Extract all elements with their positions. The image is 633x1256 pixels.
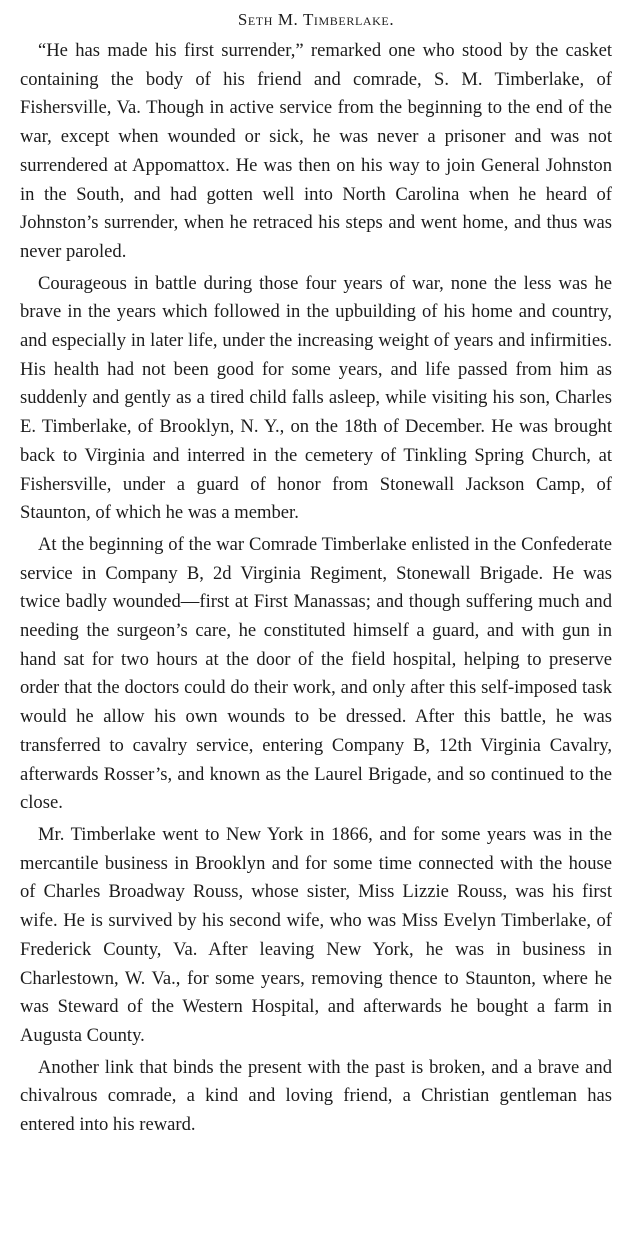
paragraph-3: At the beginning of the war Comrade Timberlake enlisted in the Confederate service in Company B, 2d Virginia Regiment, Stonewall Brigade. He was twice badly wounded—first at First Manassas; and though suffering much and needing the surgeon’s care, he constituted himself a guard, and with gun in hand sat for two hours at the door of the field hospital, helping to preserve order that the doctors could do their work, and only after this self-imposed task would he allow his own wounds to be dressed. After this battle, he was transferred to cavalry service, entering Company B, 12th Virginia Cavalry, afterwards Rosser’s, and known as the Laurel Brigade, and so continued to the close. <box>20 533 612 814</box>
article-title: Seth M. Timberlake. <box>237 10 395 29</box>
paragraph-2: Courageous in battle during those four years of war, none the less was he brave in the years which followed in the upbuilding of his home and country, and especially in later life, under the increasing weight of years and infirmities. His health had not been good for some years, and life passed from him as suddenly and gently as a tired child falls asleep, while visiting his son, Charles E. Timberlake, of Brooklyn, N. Y., on the 18th of December. He was brought back to Virginia and interred in the cemetery of Tinkling Spring Church, at Fishersville, under a guard of honor from Stonewall Jackson Camp, of Staunton, of which he was a member. <box>20 272 612 524</box>
paragraph-5: Another link that binds the present with the past is broken, and a brave and chivalrous comrade, a kind and loving friend, a Christian gentleman has entered into his reward. <box>20 1056 612 1136</box>
paragraph-4: Mr. Timberlake went to New York in 1866, and for some years was in the mercantile business in Brooklyn and for some time connected with the house of Charles Broadway Rouss, whose sister, Miss Lizzie Rouss, was his first wife. He is survived by his second wife, who was Miss Evelyn Timberlake, of Frederick County, Va. After leaving New York, he was in business in Charlestown, W. Va., for some years, removing thence to Staunton, where he was Steward of the Western Hospital, and afterwards he bought a farm in Augusta County. <box>20 823 612 1046</box>
paragraph-1: “He has made his first surrender,” remarked one who stood by the casket containing the body of his friend and comrade, S. M. Timberlake, of Fishersville, Va. Though in active service from the beginning to the end of the war, except when wounded or sick, he was never a prisoner and was not surrendered at Appomattox. He was then on his way to join General Johnston in the South, and had gotten well into North Carolina when he heard of Johnston’s surrender, when he retraced his steps and went home, and thus was never paroled. <box>20 40 612 262</box>
obituary-article <box>20 6 612 1143</box>
